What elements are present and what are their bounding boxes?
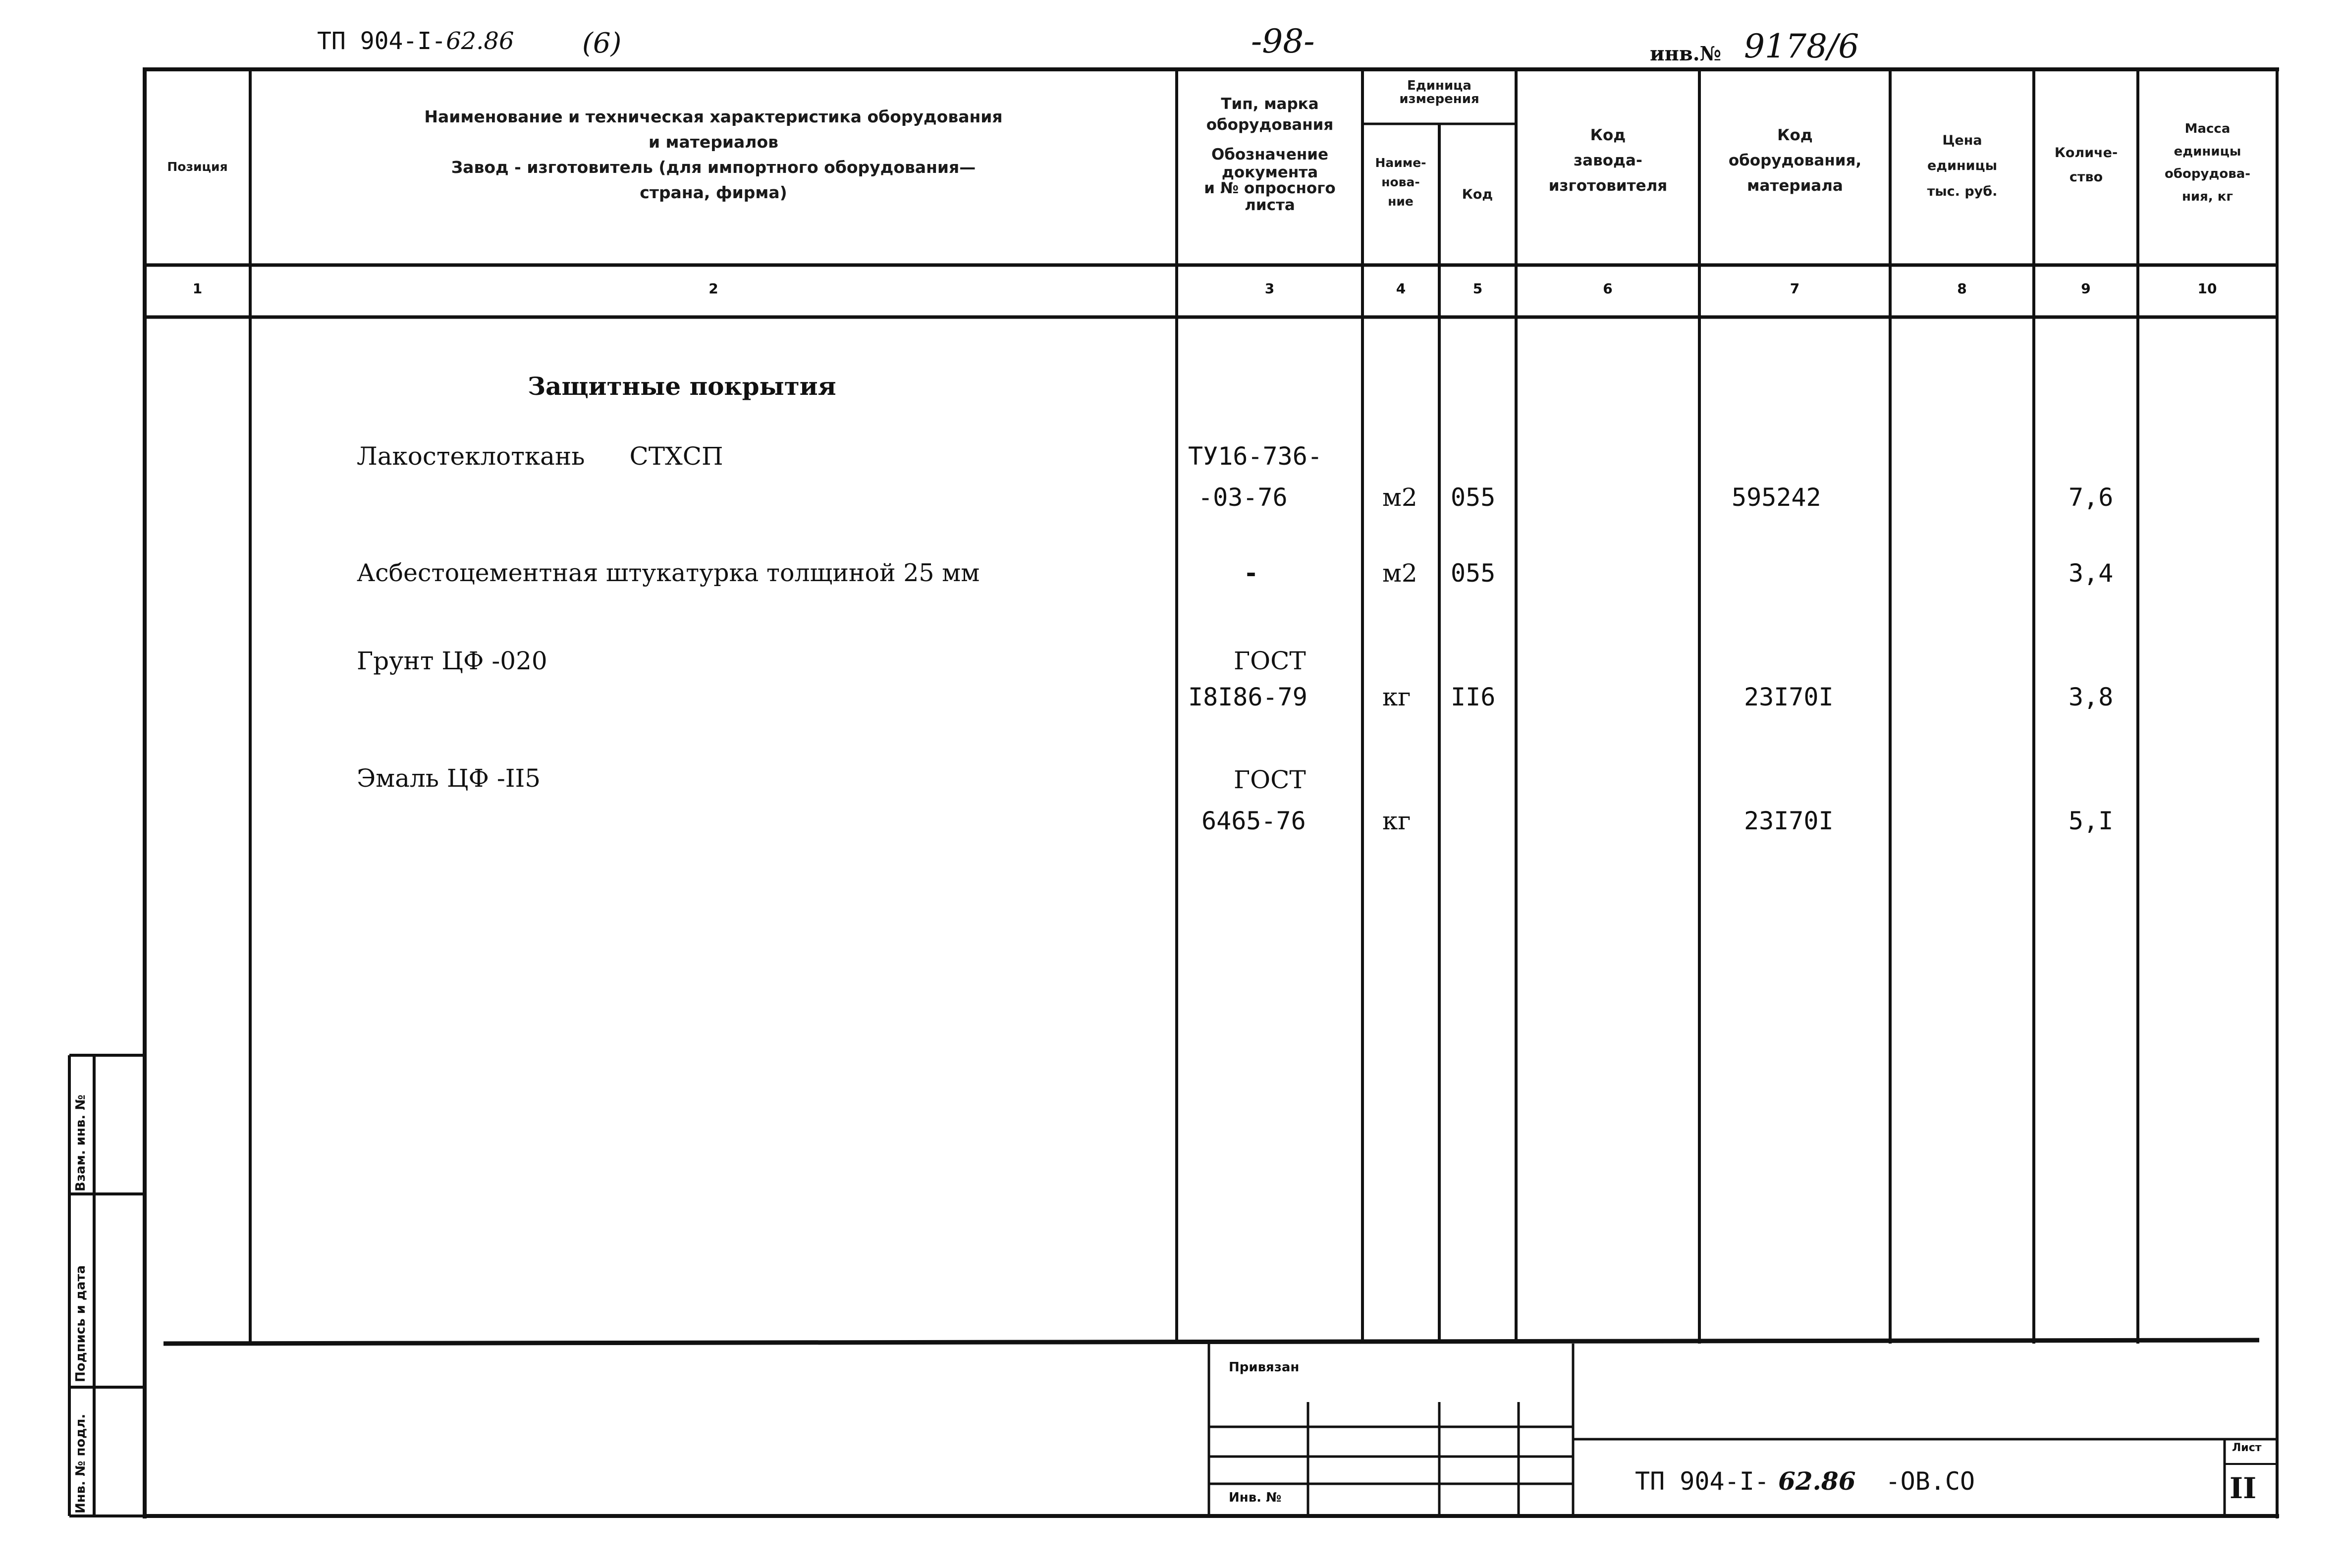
title-doc-hand: 62.86 <box>1778 1466 1856 1496</box>
inventory-number: 9178/6 <box>1744 27 1859 65</box>
sheet-number: II <box>2230 1471 2257 1505</box>
row1-name-text: Лакостеклоткань <box>357 442 585 471</box>
row1-material-code: 595242 <box>1732 483 1821 512</box>
col-header-material-code <box>1701 123 1889 199</box>
doc-prefix: ТП 904-I- <box>317 27 446 55</box>
col7-line2: оборудования, <box>1728 152 1862 170</box>
col10-line2: единицы <box>2174 144 2241 159</box>
doc-code-top <box>317 27 514 55</box>
col4-line2: нова- <box>1381 174 1420 189</box>
row1-unit: м2 <box>1382 483 1417 512</box>
col-header-type-line3: Обозначение <box>1211 145 1329 163</box>
row3-name: Грунт ЦФ -020 <box>357 647 547 675</box>
unit-group-line1: Единица <box>1407 78 1471 93</box>
col-header-factory-code <box>1518 123 1698 199</box>
col-header-type-line4: документа <box>1221 163 1318 181</box>
row3-quantity: 3,8 <box>2069 683 2114 711</box>
col-header-type-line2: оборудования <box>1206 115 1334 134</box>
col-header-position: Позиция <box>167 160 228 174</box>
col-header-name-line3: Завод - изготовитель (для импортного оборудования— <box>451 158 976 177</box>
col-header-quantity <box>2035 141 2137 189</box>
col-header-name-line4: страна, фирма) <box>640 183 787 203</box>
row2-doc: - <box>1244 559 1259 588</box>
col-header-name-line1: Наименование и техническая характеристика оборудования <box>424 107 1003 126</box>
col10-line3: оборудова- <box>2164 166 2251 181</box>
col-number-10: 10 <box>2197 280 2217 297</box>
col-number-6: 6 <box>1603 280 1613 297</box>
row3-doc-line1: ГОСТ <box>1234 647 1306 675</box>
col-header-name-line2: и материалов <box>648 132 779 152</box>
side-podpis-data: Подпись и дата <box>73 1265 88 1382</box>
sheet-label: Лист <box>2232 1442 2262 1454</box>
bottom-section-line <box>163 1340 2259 1344</box>
row2-unit: м2 <box>1382 559 1417 588</box>
inventory-label: инв.№ <box>1650 42 1722 65</box>
title-doc-prefix: ТП 904-I- <box>1635 1467 1769 1496</box>
row2-name: Асбестоцементная штукатурка толщиной 25 мм <box>357 559 980 587</box>
row2-unit-code: 055 <box>1451 559 1496 588</box>
col6-line1: Код <box>1590 126 1626 144</box>
unit-group-line2: измерения <box>1399 92 1479 107</box>
col-header-unit-name <box>1363 154 1438 211</box>
col-header-price <box>1892 128 2033 204</box>
row3-doc-line2: I8I86-79 <box>1188 683 1307 711</box>
row4-material-code: 23I70I <box>1744 807 1834 835</box>
doc-hand-number: 62.86 <box>446 27 514 55</box>
col-header-mass <box>2139 118 2276 208</box>
col7-line3: материала <box>1747 177 1843 195</box>
page-number: -98- <box>1251 22 1315 60</box>
col8-line2: единицы <box>1927 158 1998 174</box>
row2-quantity: 3,4 <box>2069 559 2114 588</box>
col-header-type-line6: листа <box>1245 196 1295 215</box>
col-header-type-line5: и № опросного <box>1204 179 1336 197</box>
row1-doc-line1: ТУ16-736- <box>1188 442 1322 471</box>
row4-unit: кг <box>1382 807 1411 835</box>
row1-quantity: 7,6 <box>2069 483 2114 512</box>
stamp-privyazan: Привязан <box>1229 1360 1300 1375</box>
col-header-type <box>1178 94 1361 214</box>
row3-material-code: 23I70I <box>1744 683 1834 711</box>
title-doc-code <box>1635 1466 1975 1496</box>
col-number-4: 4 <box>1396 280 1406 297</box>
col-number-3: 3 <box>1264 280 1275 297</box>
row1-doc-line2: -03-76 <box>1198 483 1288 512</box>
row4-doc-line2: 6465-76 <box>1201 807 1306 835</box>
section-title: Защитные покрытия <box>528 372 836 401</box>
col-number-2: 2 <box>708 280 718 297</box>
row3-unit: кг <box>1382 683 1411 711</box>
col-header-name <box>255 104 1172 206</box>
side-vzam-inv: Взам. инв. № <box>73 1094 88 1191</box>
col9-line2: ство <box>2069 169 2103 185</box>
row4-quantity: 5,I <box>2069 807 2114 835</box>
col9-line1: Количе- <box>2054 145 2118 161</box>
col-number-8: 8 <box>1957 280 1967 297</box>
row4-doc-line1: ГОСТ <box>1234 765 1306 794</box>
col-number-5: 5 <box>1472 280 1483 297</box>
col6-line2: завода- <box>1574 152 1642 170</box>
stamp-inv-no: Инв. № <box>1229 1490 1282 1505</box>
doc-variant: (6) <box>582 27 622 59</box>
col7-line1: Код <box>1777 126 1813 144</box>
col4-line3: ние <box>1388 194 1414 209</box>
row1-unit-code: 055 <box>1451 483 1496 512</box>
row1-name <box>357 442 723 471</box>
row1-name-suffix: СТХСП <box>629 442 723 471</box>
title-doc-suffix: -ОВ.СО <box>1885 1467 1975 1496</box>
col-number-7: 7 <box>1790 280 1800 297</box>
col-number-1: 1 <box>192 280 203 297</box>
col10-line4: ния, кг <box>2181 189 2233 204</box>
col4-line1: Наиме- <box>1375 156 1426 170</box>
col8-line1: Цена <box>1942 133 1982 148</box>
col-header-unit-group <box>1363 79 1515 107</box>
col6-line3: изготовителя <box>1548 177 1668 195</box>
col-header-type-line1: Тип, марка <box>1221 95 1319 113</box>
col-header-unit-code: Код <box>1462 187 1493 202</box>
row4-name: Эмаль ЦФ -II5 <box>357 764 541 793</box>
col10-line1: Масса <box>2184 121 2231 136</box>
col-number-9: 9 <box>2081 280 2091 297</box>
side-inv-podl: Инв. № подл. <box>73 1413 88 1514</box>
row3-unit-code: II6 <box>1451 683 1496 711</box>
col8-line3: тыс. руб. <box>1927 183 1998 199</box>
